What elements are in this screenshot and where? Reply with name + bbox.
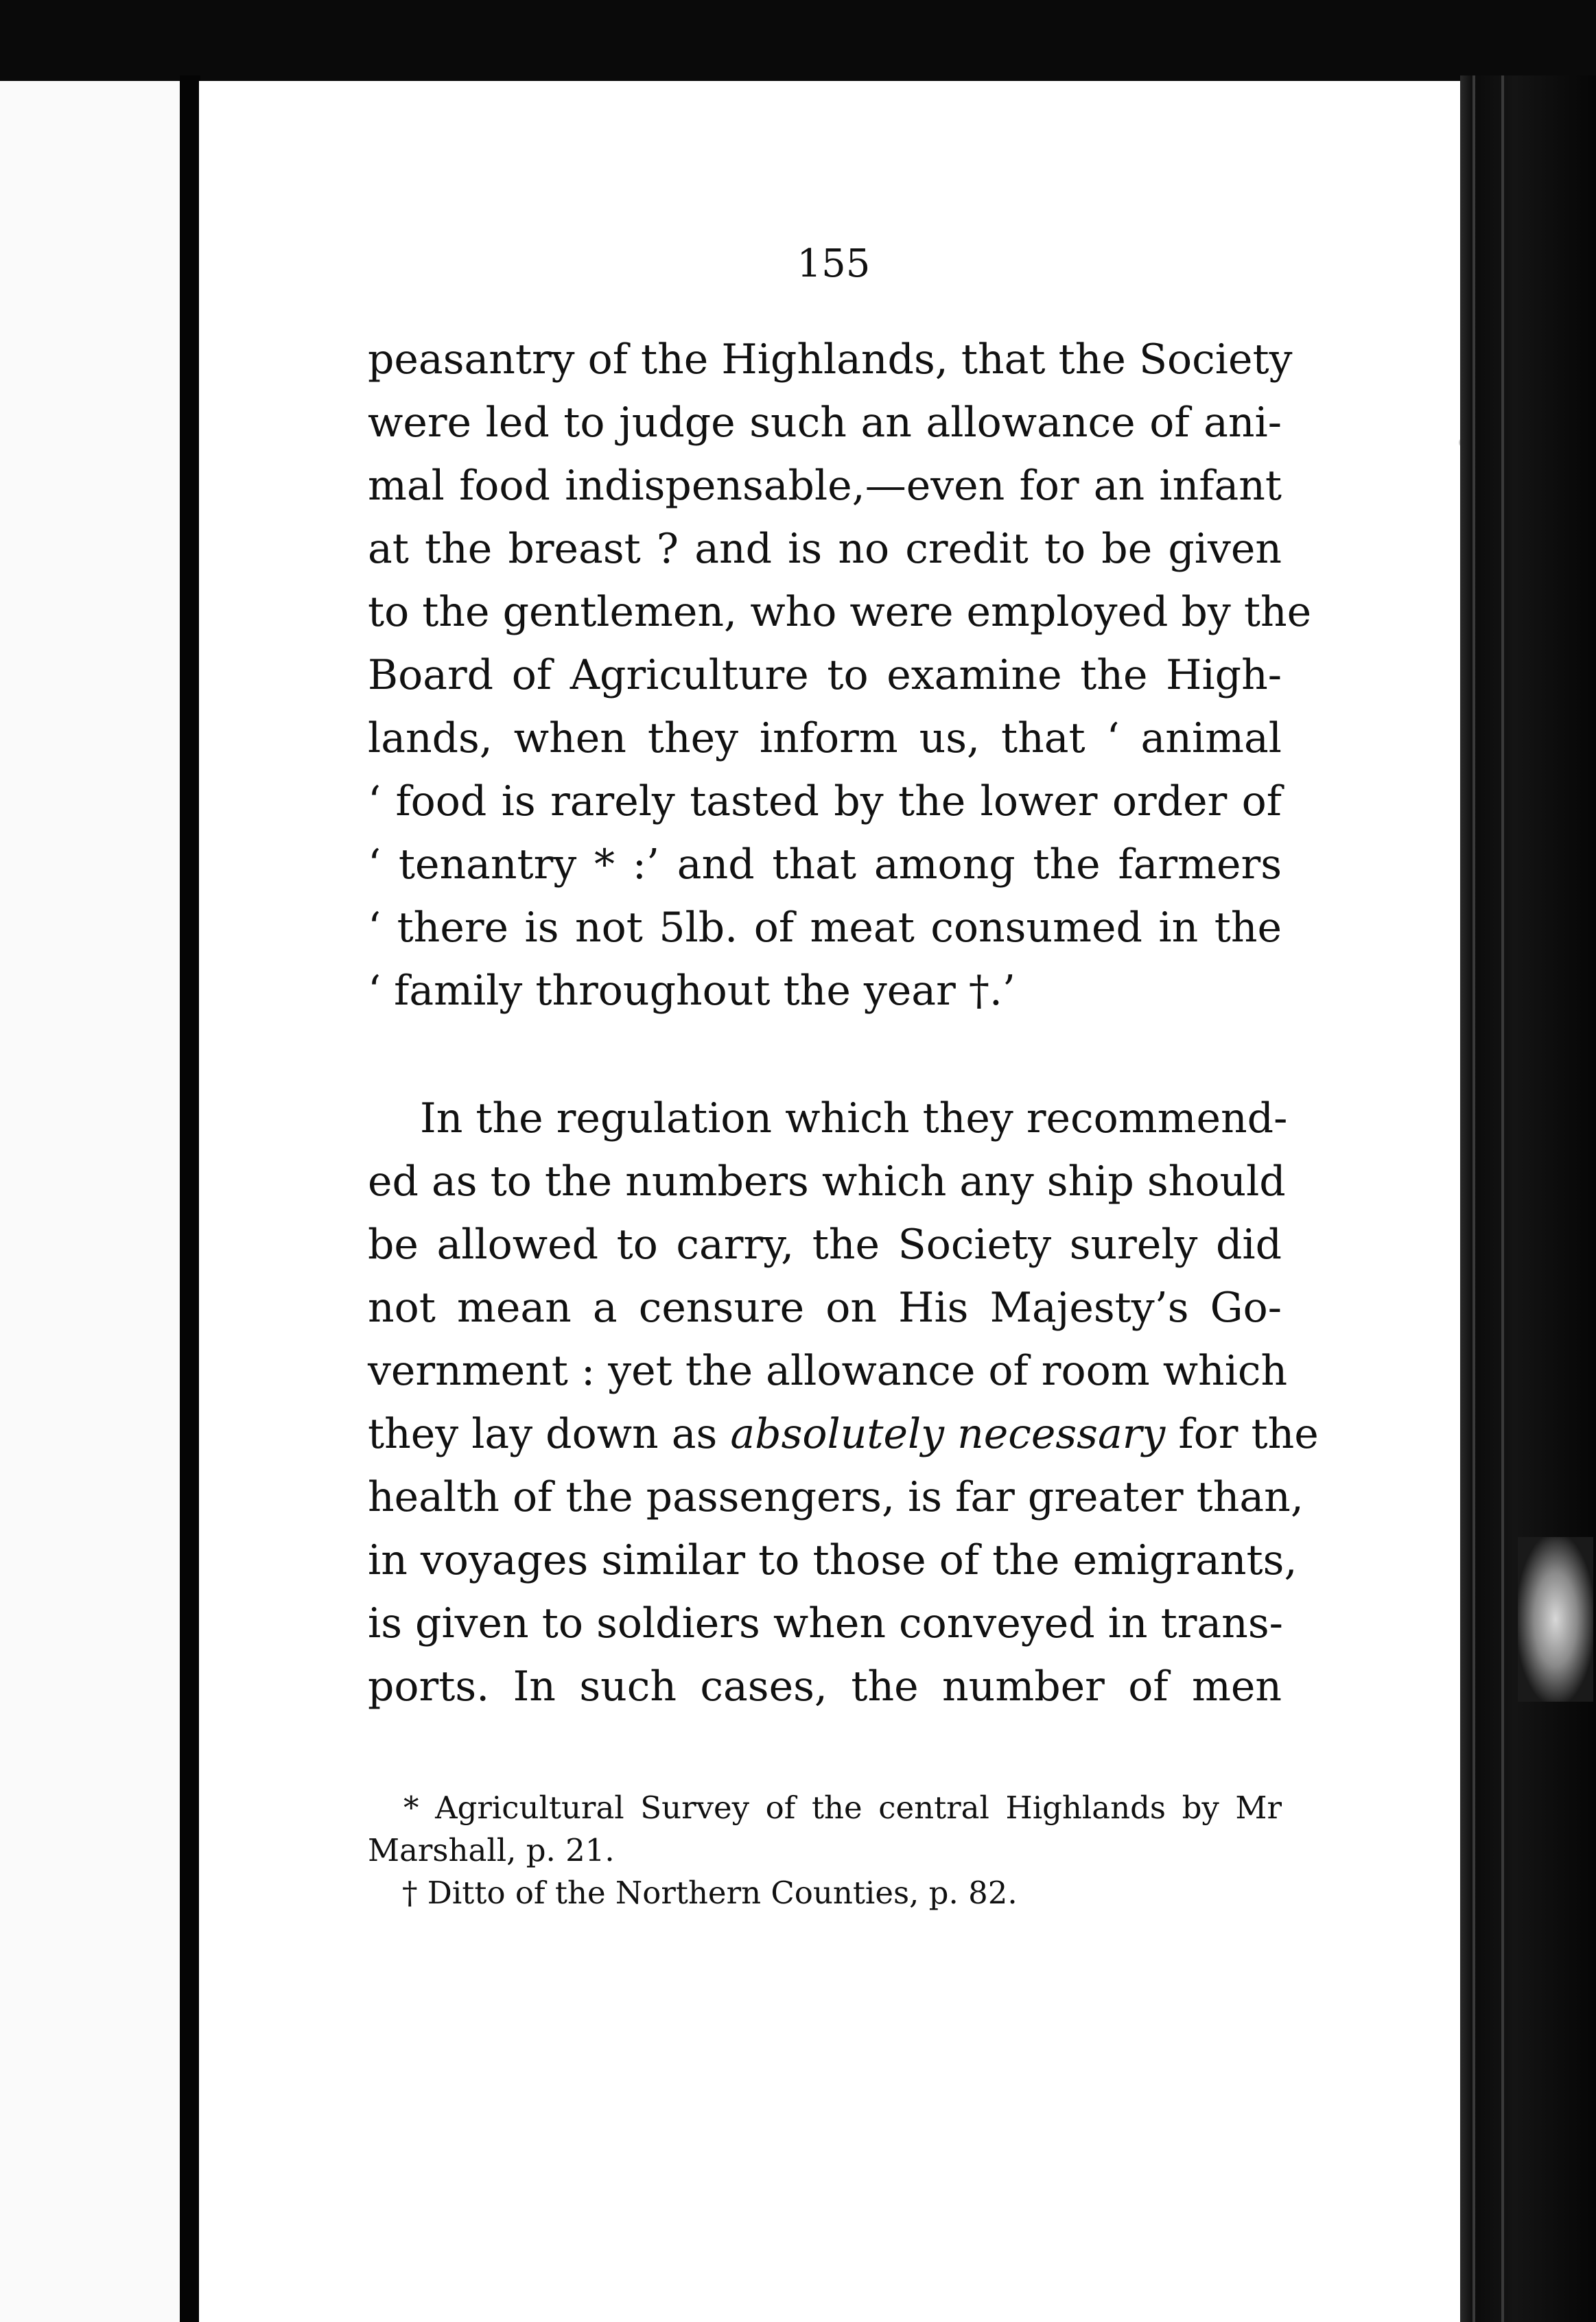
footnote-1-line: Marshall, p. 21.: [368, 1832, 615, 1868]
paragraph-regulation: [368, 1087, 1319, 1718]
footnote-2: † Ditto of the Northern Counties, p. 82.: [402, 1875, 1018, 1911]
text-line-with-italic: [368, 1403, 1319, 1466]
text-line: ‘ family throughout the year †.’: [368, 967, 1016, 1015]
book-gutter: [180, 75, 200, 2322]
text-line: ed as to the numbers which any ship should: [368, 1158, 1286, 1206]
text-line: lands, when they inform us, that ‘ animal: [368, 714, 1282, 762]
text-line: health of the passengers, is far greater than,: [368, 1473, 1304, 1521]
text-line: ‘ food is rarely tasted by the lower order of: [368, 777, 1282, 825]
italic-phrase: absolutely necessary: [730, 1410, 1166, 1458]
text-line: ports. In such cases, the number of men: [368, 1663, 1282, 1711]
text-line: ‘ there is not 5lb. of meat consumed in the: [368, 904, 1282, 952]
text-line: vernment : yet the allowance of room which: [368, 1347, 1288, 1395]
text-line: not mean a censure on His Majesty’s Go-: [368, 1284, 1282, 1332]
text-line: at the breast ? and is no credit to be given: [368, 525, 1282, 573]
text-segment: for the: [1165, 1410, 1319, 1458]
text-line: In the regulation which they recommend-: [420, 1094, 1288, 1142]
torn-paper-fragment: [1518, 1537, 1593, 1702]
text-line: were led to judge such an allowance of ani-: [368, 399, 1282, 447]
page-number: 155: [797, 242, 871, 286]
footnotes: [368, 1787, 1282, 1914]
text-line: be allowed to carry, the Society surely did: [368, 1221, 1282, 1269]
edge-stripe: [1501, 75, 1504, 2322]
text-line: ‘ tenantry * :’ and that among the farmers: [368, 841, 1282, 889]
text-line: peasantry of the Highlands, that the Society: [368, 336, 1293, 384]
footnote-1-line: * Agricultural Survey of the central Highlands by Mr: [403, 1790, 1282, 1826]
text-segment: they lay down as: [368, 1410, 731, 1458]
previous-page-edge: [0, 81, 180, 2322]
text-line: mal food indispensable,—even for an infant: [368, 462, 1282, 510]
text-line: Board of Agriculture to examine the High-: [368, 651, 1282, 699]
text-line: is given to soldiers when conveyed in trans-: [368, 1599, 1283, 1647]
text-line: to the gentlemen, who were employed by the: [368, 588, 1312, 636]
paragraph-continued: [368, 328, 1312, 1022]
edge-stripe: [1472, 75, 1475, 2322]
page-edge-right: [1460, 75, 1596, 2322]
text-line: in voyages similar to those of the emigrants,: [368, 1536, 1298, 1584]
